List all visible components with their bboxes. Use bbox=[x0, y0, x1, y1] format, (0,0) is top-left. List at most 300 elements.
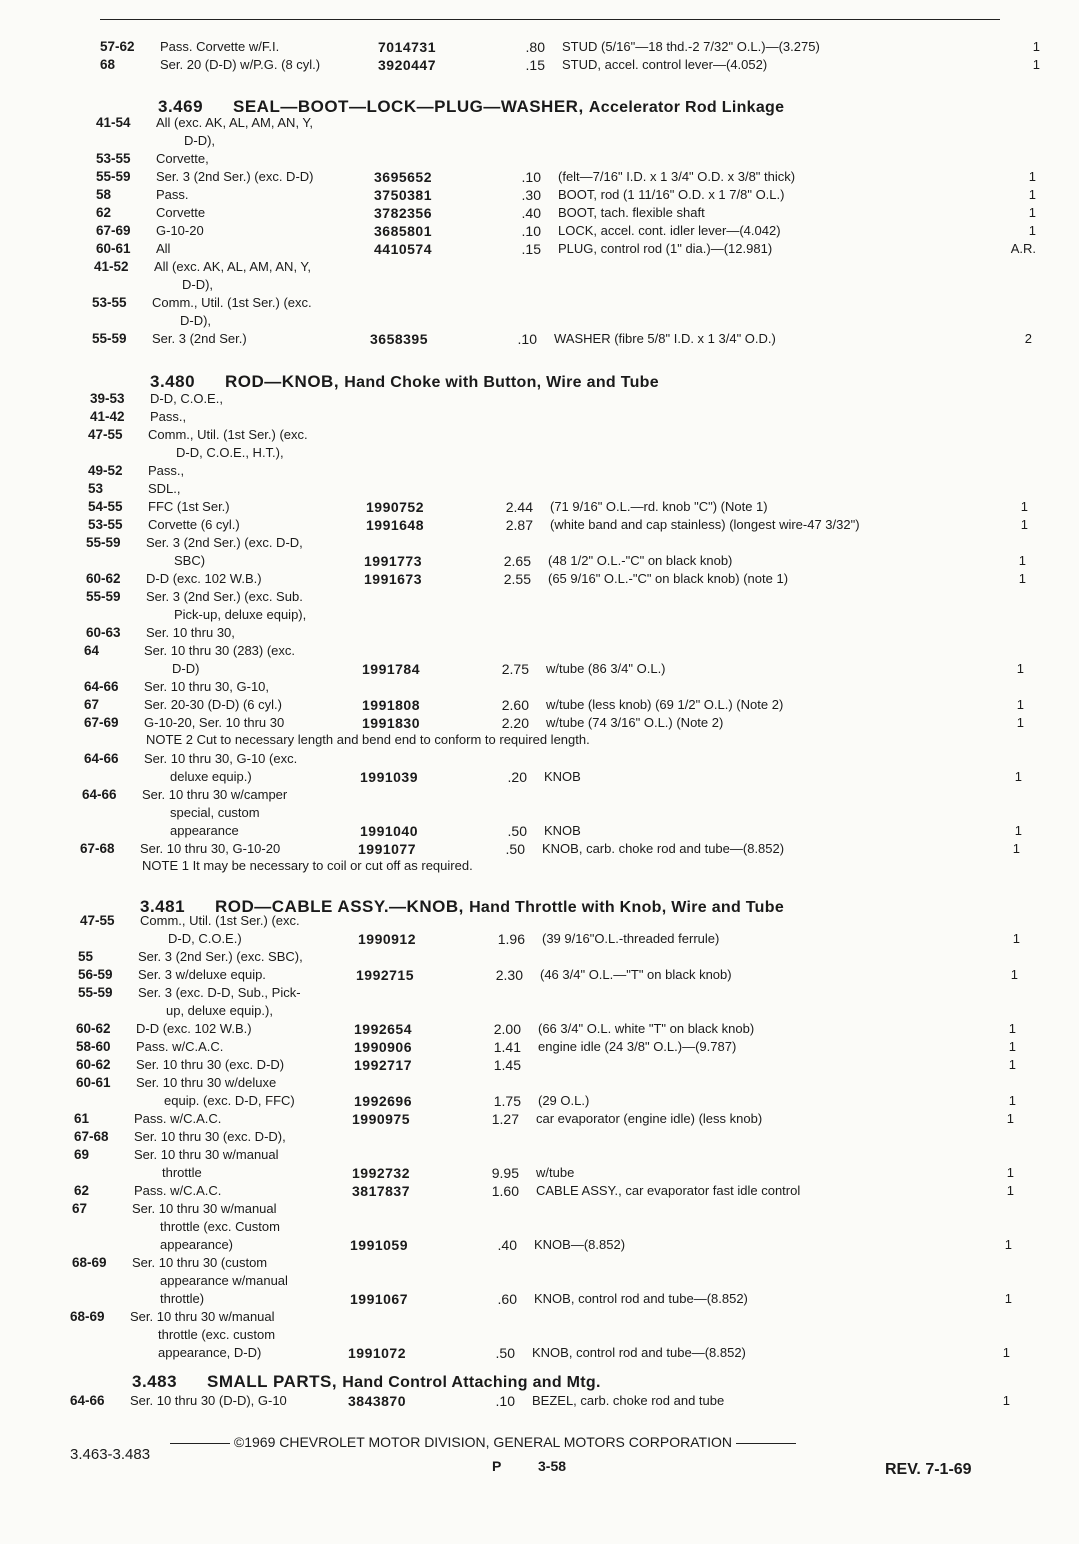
model-years: 60-62 bbox=[76, 1057, 111, 1072]
application-description: D-D, C.O.E., bbox=[150, 391, 223, 406]
list-price: .10 bbox=[495, 1393, 515, 1409]
model-years: 60-61 bbox=[76, 1075, 111, 1090]
quantity: 1 bbox=[1002, 1393, 1010, 1408]
application-description: Corvette, bbox=[156, 151, 209, 166]
catalog-row bbox=[84, 660, 1024, 678]
catalog-row bbox=[74, 1182, 1014, 1200]
list-price: .80 bbox=[525, 39, 545, 55]
list-price: .30 bbox=[521, 187, 541, 203]
application-continued: up, deluxe equip.), bbox=[166, 1003, 273, 1018]
list-price: 1.60 bbox=[491, 1183, 519, 1199]
part-number: 3750381 bbox=[374, 187, 433, 203]
application-description: Comm., Util. (1st Ser.) (exc. bbox=[148, 427, 308, 442]
section-subtitle: Accelerator Rod Linkage bbox=[588, 99, 785, 116]
part-number: 3920447 bbox=[378, 57, 437, 73]
quantity: 1 bbox=[1008, 1039, 1016, 1054]
part-number: 7014731 bbox=[378, 39, 437, 55]
list-price: 1.27 bbox=[491, 1111, 519, 1127]
section-name: SEAL—BOOT—LOCK—PLUG—WASHER, bbox=[233, 97, 584, 116]
catalog-row bbox=[72, 1254, 1010, 1272]
quantity: 1 bbox=[1028, 169, 1036, 184]
model-years: 47-55 bbox=[80, 913, 115, 928]
catalog-row bbox=[86, 624, 1010, 642]
quantity: A.R. bbox=[1010, 241, 1036, 256]
item-description: engine idle (24 3/8" O.L.)—(9.787) bbox=[538, 1039, 737, 1054]
quantity: 1 bbox=[1006, 1183, 1014, 1198]
application-continued: equip. (exc. D-D, FFC) bbox=[164, 1093, 295, 1108]
catalog-row bbox=[76, 1092, 1016, 1110]
application-continued: throttle (exc. Custom bbox=[160, 1219, 280, 1234]
list-price: .50 bbox=[505, 841, 525, 857]
list-price: 2.20 bbox=[501, 715, 529, 731]
catalog-row bbox=[88, 444, 1010, 462]
part-number: 1990975 bbox=[352, 1111, 411, 1127]
list-price: 1.41 bbox=[493, 1039, 521, 1055]
application-description: Comm., Util. (1st Ser.) (exc. bbox=[140, 913, 300, 928]
model-years: 64-66 bbox=[84, 751, 119, 766]
list-price: 2.60 bbox=[501, 697, 529, 713]
model-years: 53-55 bbox=[96, 151, 131, 166]
item-description: PLUG, control rod (1" dia.)—(12.981) bbox=[558, 241, 773, 256]
model-years: 68-69 bbox=[70, 1309, 105, 1324]
catalog-row bbox=[70, 1326, 1010, 1344]
list-price: .10 bbox=[521, 223, 541, 239]
application-description: Pass., bbox=[150, 409, 187, 424]
section-number: 3.469 bbox=[158, 97, 204, 116]
list-price: .40 bbox=[521, 205, 541, 221]
item-description: BEZEL, carb. choke rod and tube bbox=[532, 1393, 725, 1408]
catalog-row bbox=[72, 1290, 1010, 1308]
application-description: Ser. 3 w/deluxe equip. bbox=[138, 967, 266, 982]
catalog-row bbox=[86, 552, 1026, 570]
catalog-row bbox=[84, 678, 1010, 696]
catalog-row bbox=[88, 462, 1010, 480]
model-years: 61 bbox=[74, 1111, 90, 1126]
application-continued: D-D, C.O.E.) bbox=[168, 931, 242, 946]
catalog-row bbox=[96, 150, 1010, 168]
model-years: 55 bbox=[78, 949, 94, 964]
list-price: 1.45 bbox=[493, 1057, 521, 1073]
quantity: 1 bbox=[1016, 697, 1024, 712]
quantity: 1 bbox=[1014, 769, 1022, 784]
quantity: 1 bbox=[1032, 39, 1040, 54]
catalog-row bbox=[82, 804, 1010, 822]
catalog-row bbox=[72, 1272, 1010, 1290]
quantity: 1 bbox=[1028, 205, 1036, 220]
application-description: All (exc. AK, AL, AM, AN, Y, bbox=[154, 259, 312, 274]
item-description: KNOB bbox=[544, 769, 581, 784]
catalog-row bbox=[96, 186, 1036, 204]
quantity: 1 bbox=[1028, 223, 1036, 238]
catalog-row bbox=[84, 696, 1024, 714]
catalog-row bbox=[82, 786, 1010, 804]
application-description: G-10-20 bbox=[156, 223, 204, 238]
application-description: Ser. 3 (2nd Ser.) (exc. D-D) bbox=[156, 169, 314, 184]
item-description: KNOB—(8.852) bbox=[534, 1237, 626, 1252]
item-description: STUD (5/16"—18 thd.-2 7/32" O.L.)—(3.275) bbox=[562, 39, 820, 54]
catalog-row bbox=[86, 534, 1010, 552]
application-description: Ser. 10 thru 30 (D-D), G-10 bbox=[130, 1393, 287, 1408]
application-description: Pass. w/C.A.C. bbox=[134, 1183, 222, 1198]
catalog-row bbox=[96, 240, 1036, 258]
application-description: Ser. 10 thru 30 w/camper bbox=[142, 787, 288, 802]
catalog-row bbox=[94, 258, 1010, 276]
list-price: 9.95 bbox=[491, 1165, 519, 1181]
item-description: KNOB, control rod and tube—(8.852) bbox=[532, 1345, 746, 1360]
model-years: 60-63 bbox=[86, 625, 121, 640]
item-description: w/tube (less knob) (69 1/2" O.L.) (Note 2) bbox=[546, 697, 784, 712]
part-number: 1992696 bbox=[354, 1093, 413, 1109]
item-description: (46 3/4" O.L.—"T" on black knob) bbox=[540, 967, 732, 982]
model-years: 55-59 bbox=[92, 331, 127, 346]
model-years: 47-55 bbox=[88, 427, 123, 442]
application-continued: D-D), bbox=[180, 313, 212, 328]
application-description: Ser. 3 (exc. D-D, Sub., Pick- bbox=[138, 985, 301, 1000]
application-continued: SBC) bbox=[174, 553, 206, 568]
list-price: 2.65 bbox=[503, 553, 531, 569]
application-description: Ser. 10 thru 30 (exc. D-D) bbox=[136, 1057, 285, 1072]
section-name: SMALL PARTS, bbox=[207, 1372, 338, 1391]
section-subtitle: Hand Control Attaching and Mtg. bbox=[342, 1374, 601, 1391]
part-number: 1991784 bbox=[362, 661, 421, 677]
application-description: Ser. 20 (D-D) w/P.G. (8 cyl.) bbox=[160, 57, 321, 72]
list-price: .20 bbox=[507, 769, 527, 785]
model-years: 55-59 bbox=[86, 589, 121, 604]
section-number: 3.480 bbox=[150, 372, 196, 391]
catalog-row bbox=[86, 570, 1026, 588]
application-description: Ser. 10 thru 30 w/deluxe bbox=[136, 1075, 277, 1090]
quantity: 1 bbox=[1008, 1021, 1016, 1036]
model-years: 67-69 bbox=[96, 223, 131, 238]
catalog-row bbox=[96, 222, 1036, 240]
part-number: 1990906 bbox=[354, 1039, 413, 1055]
section-name: ROD—KNOB, bbox=[225, 372, 340, 391]
model-years: 64-66 bbox=[70, 1393, 105, 1408]
section-subtitle: Hand Throttle with Knob, Wire and Tube bbox=[469, 899, 785, 916]
catalog-row bbox=[78, 984, 1010, 1002]
list-price: 2.30 bbox=[495, 967, 523, 983]
application-description: Ser. 10 thru 30 (283) (exc. bbox=[144, 643, 296, 658]
application-continued: throttle (exc. custom bbox=[158, 1327, 276, 1342]
part-number: 1991830 bbox=[362, 715, 421, 731]
item-description: BOOT, rod (1 11/16" O.D. x 1 7/8" O.L.) bbox=[558, 187, 785, 202]
application-description: Pass., bbox=[148, 463, 185, 478]
application-description: Corvette (6 cyl.) bbox=[148, 517, 240, 532]
catalog-row bbox=[84, 750, 1010, 768]
quantity: 2 bbox=[1024, 331, 1032, 346]
quantity: 1 bbox=[1020, 517, 1028, 532]
quantity: 1 bbox=[1004, 1237, 1012, 1252]
application-description: Ser. 10 thru 30 (custom bbox=[132, 1255, 268, 1270]
application-description: FFC (1st Ser.) bbox=[148, 499, 230, 514]
top-rule bbox=[100, 19, 1000, 20]
part-number: 1991673 bbox=[364, 571, 423, 587]
model-years: 64 bbox=[84, 643, 100, 658]
list-price: .10 bbox=[521, 169, 541, 185]
application-continued: appearance w/manual bbox=[160, 1273, 288, 1288]
list-price: .50 bbox=[507, 823, 527, 839]
application-description: Ser. 10 thru 30, bbox=[146, 625, 235, 640]
catalog-row bbox=[90, 390, 1010, 408]
quantity: 1 bbox=[1016, 715, 1024, 730]
quantity: 1 bbox=[1028, 187, 1036, 202]
application-continued: D-D), bbox=[184, 133, 216, 148]
application-description: SDL., bbox=[148, 481, 181, 496]
item-description: CABLE ASSY., car evaporator fast idle control bbox=[536, 1183, 801, 1198]
section-heading bbox=[150, 372, 659, 392]
quantity: 1 bbox=[1032, 57, 1040, 72]
model-years: 68 bbox=[100, 57, 116, 72]
application-continued: D-D), bbox=[182, 277, 214, 292]
quantity: 1 bbox=[1006, 1165, 1014, 1180]
item-description: (felt—7/16" I.D. x 1 3/4" O.D. x 3/8" thick) bbox=[558, 169, 796, 184]
model-years: 67-69 bbox=[84, 715, 119, 730]
catalog-row bbox=[70, 1344, 1010, 1362]
application-continued: throttle bbox=[162, 1165, 202, 1180]
catalog-row bbox=[96, 114, 1010, 132]
list-price: 2.87 bbox=[505, 517, 533, 533]
application-continued: deluxe equip.) bbox=[170, 769, 252, 784]
part-number: 1991072 bbox=[348, 1345, 407, 1361]
list-price: 2.00 bbox=[493, 1021, 521, 1037]
model-years: 49-52 bbox=[88, 463, 123, 478]
item-description: w/tube (74 3/16" O.L.) (Note 2) bbox=[546, 715, 724, 730]
catalog-row bbox=[90, 408, 1010, 426]
application-description: Ser. 3 (2nd Ser.) (exc. SBC), bbox=[138, 949, 303, 964]
catalog-row bbox=[76, 1074, 1010, 1092]
catalog-row bbox=[76, 1038, 1016, 1056]
part-number: 1992654 bbox=[354, 1021, 413, 1037]
application-continued: special, custom bbox=[170, 805, 260, 820]
application-description: All bbox=[156, 241, 171, 256]
application-description: Ser. 10 thru 30 (exc. D-D), bbox=[134, 1129, 286, 1144]
application-description: Ser. 10 thru 30, G-10 (exc. bbox=[144, 751, 298, 766]
part-number: 1992732 bbox=[352, 1165, 411, 1181]
model-years: 62 bbox=[96, 205, 112, 220]
item-description: w/tube (86 3/4" O.L.) bbox=[546, 661, 666, 676]
catalog-row bbox=[100, 56, 1040, 74]
quantity: 1 bbox=[1002, 1345, 1010, 1360]
model-years: 56-59 bbox=[78, 967, 113, 982]
application-description: Corvette bbox=[156, 205, 206, 220]
application-description: G-10-20, Ser. 10 thru 30 bbox=[144, 715, 285, 730]
catalog-row bbox=[84, 714, 1024, 732]
item-description: KNOB, carb. choke rod and tube—(8.852) bbox=[542, 841, 785, 856]
application-description: Pass. w/C.A.C. bbox=[136, 1039, 224, 1054]
model-years: 53 bbox=[88, 481, 104, 496]
application-description: Ser. 10 thru 30 w/manual bbox=[132, 1201, 277, 1216]
list-price: 1.96 bbox=[497, 931, 525, 947]
footer-copyright: ©1969 CHEVROLET MOTOR DIVISION, GENERAL MOTORS CORPORATION bbox=[233, 1434, 732, 1450]
catalog-row bbox=[100, 38, 1040, 56]
part-number: 1991040 bbox=[360, 823, 419, 839]
part-number: 4410574 bbox=[374, 241, 433, 257]
part-number: 1992717 bbox=[354, 1057, 413, 1073]
application-description: All (exc. AK, AL, AM, AN, Y, bbox=[156, 115, 314, 130]
item-description: BOOT, tach. flexible shaft bbox=[558, 205, 705, 220]
footer-code: P bbox=[492, 1458, 502, 1474]
application-description: Ser. 10 thru 30 w/manual bbox=[130, 1309, 275, 1324]
application-description: Ser. 3 (2nd Ser.) (exc. D-D, bbox=[146, 535, 303, 550]
application-continued: Pick-up, deluxe equip), bbox=[174, 607, 307, 622]
catalog-row bbox=[78, 1002, 1010, 1020]
quantity: 1 bbox=[1010, 967, 1018, 982]
model-years: 64-66 bbox=[84, 679, 119, 694]
item-description: KNOB, control rod and tube—(8.852) bbox=[534, 1291, 748, 1306]
model-years: 69 bbox=[74, 1147, 90, 1162]
quantity: 1 bbox=[1020, 499, 1028, 514]
item-description: KNOB bbox=[544, 823, 581, 838]
model-years: 60-62 bbox=[76, 1021, 111, 1036]
part-number: 1991648 bbox=[366, 517, 425, 533]
item-description: w/tube bbox=[536, 1165, 575, 1180]
model-years: 58-60 bbox=[76, 1039, 111, 1054]
list-price: 2.55 bbox=[503, 571, 531, 587]
application-continued: throttle) bbox=[160, 1291, 205, 1306]
list-price: 1.75 bbox=[493, 1093, 521, 1109]
quantity: 1 bbox=[1004, 1291, 1012, 1306]
application-description: Ser. 10 thru 30, G-10-20 bbox=[140, 841, 281, 856]
list-price: .50 bbox=[495, 1345, 515, 1361]
catalog-row bbox=[92, 330, 1032, 348]
section-subtitle: Hand Choke with Button, Wire and Tube bbox=[344, 374, 659, 391]
application-continued: D-D, C.O.E., H.T.), bbox=[176, 445, 284, 460]
application-description: Ser. 10 thru 30, G-10, bbox=[144, 679, 270, 694]
catalog-row bbox=[78, 948, 1010, 966]
application-description: D-D (exc. 102 W.B.) bbox=[136, 1021, 252, 1036]
quantity: 1 bbox=[1018, 571, 1026, 586]
part-number: 1991077 bbox=[358, 841, 417, 857]
footer-rule-left bbox=[170, 1443, 230, 1444]
item-description: (white band and cap stainless) (longest wire-47 3/32") bbox=[550, 517, 860, 532]
catalog-row bbox=[72, 1218, 1010, 1236]
list-price: .10 bbox=[517, 331, 537, 347]
model-years: 67 bbox=[84, 697, 100, 712]
part-number: 1991808 bbox=[362, 697, 421, 713]
catalog-row bbox=[78, 966, 1018, 984]
quantity: 1 bbox=[1016, 661, 1024, 676]
model-years: 41-42 bbox=[90, 409, 125, 424]
application-description: Ser. 10 thru 30 w/manual bbox=[134, 1147, 279, 1162]
item-description: (71 9/16" O.L.—rd. knob "C") (Note 1) bbox=[550, 499, 768, 514]
part-number: 1991039 bbox=[360, 769, 419, 785]
catalog-row bbox=[84, 642, 1010, 660]
quantity: 1 bbox=[1012, 931, 1020, 946]
catalog-row bbox=[76, 1056, 1016, 1074]
model-years: 55-59 bbox=[96, 169, 131, 184]
application-description: Pass. w/C.A.C. bbox=[134, 1111, 222, 1126]
catalog-note: NOTE 1 It may be necessary to coil or cut off as required. bbox=[142, 858, 473, 873]
model-years: 55-59 bbox=[78, 985, 113, 1000]
catalog-row bbox=[88, 498, 1028, 516]
footer-range: 3.463-3.483 bbox=[70, 1446, 151, 1463]
list-price: 2.75 bbox=[501, 661, 529, 677]
catalog-row bbox=[82, 768, 1022, 786]
model-years: 68-69 bbox=[72, 1255, 107, 1270]
section-number: 3.481 bbox=[140, 897, 186, 916]
quantity: 1 bbox=[1006, 1111, 1014, 1126]
item-description: (29 O.L.) bbox=[538, 1093, 590, 1108]
catalog-row bbox=[96, 204, 1036, 222]
model-years: 67 bbox=[72, 1201, 88, 1216]
part-number: 1990912 bbox=[358, 931, 417, 947]
model-years: 39-53 bbox=[90, 391, 125, 406]
catalog-row bbox=[88, 480, 1010, 498]
application-continued: appearance bbox=[170, 823, 239, 838]
catalog-row bbox=[96, 132, 1010, 150]
catalog-row bbox=[70, 1308, 1010, 1326]
catalog-row bbox=[96, 168, 1036, 186]
model-years: 53-55 bbox=[88, 517, 123, 532]
catalog-row bbox=[88, 426, 1010, 444]
application-description: Pass. bbox=[156, 187, 189, 202]
catalog-row bbox=[80, 912, 1010, 930]
item-description: (65 9/16" O.L.-"C" on black knob) (note 1) bbox=[548, 571, 789, 586]
part-number: 1991067 bbox=[350, 1291, 409, 1307]
application-description: Ser. 3 (2nd Ser.) (exc. Sub. bbox=[146, 589, 303, 604]
list-price: .40 bbox=[497, 1237, 517, 1253]
model-years: 57-62 bbox=[100, 39, 135, 54]
application-continued: D-D) bbox=[172, 661, 200, 676]
model-years: 67-68 bbox=[80, 841, 115, 856]
model-years: 58 bbox=[96, 187, 112, 202]
application-description: Ser. 20-30 (D-D) (6 cyl.) bbox=[144, 697, 282, 712]
item-description: car evaporator (engine idle) (less knob) bbox=[536, 1111, 763, 1126]
list-price: .15 bbox=[521, 241, 541, 257]
part-number: 1990752 bbox=[366, 499, 425, 515]
catalog-note: NOTE 2 Cut to necessary length and bend end to conform to required length. bbox=[146, 732, 590, 747]
catalog-row bbox=[72, 1236, 1010, 1254]
catalog-row bbox=[74, 1146, 1010, 1164]
catalog-row bbox=[86, 588, 1010, 606]
quantity: 1 bbox=[1012, 841, 1020, 856]
model-years: 55-59 bbox=[86, 535, 121, 550]
model-years: 41-54 bbox=[96, 115, 131, 130]
part-number: 3843870 bbox=[348, 1393, 407, 1409]
model-years: 54-55 bbox=[88, 499, 123, 514]
part-number: 3782356 bbox=[374, 205, 433, 221]
part-number: 3658395 bbox=[370, 331, 429, 347]
catalog-row bbox=[94, 276, 1010, 294]
model-years: 64-66 bbox=[82, 787, 117, 802]
item-description: LOCK, accel. cont. idler lever—(4.042) bbox=[558, 223, 781, 238]
part-number: 1991059 bbox=[350, 1237, 409, 1253]
catalog-row bbox=[74, 1110, 1014, 1128]
section-name: ROD—CABLE ASSY.—KNOB, bbox=[215, 897, 464, 916]
item-description: (66 3/4" O.L. white "T" on black knob) bbox=[538, 1021, 755, 1036]
application-description: D-D (exc. 102 W.B.) bbox=[146, 571, 262, 586]
item-description: (48 1/2" O.L.-"C" on black knob) bbox=[548, 553, 733, 568]
catalog-row bbox=[88, 516, 1028, 534]
application-continued: appearance) bbox=[160, 1237, 233, 1252]
part-number: 1992715 bbox=[356, 967, 415, 983]
quantity: 1 bbox=[1018, 553, 1026, 568]
catalog-row bbox=[70, 1392, 1010, 1410]
model-years: 60-61 bbox=[96, 241, 131, 256]
list-price: .15 bbox=[525, 57, 545, 73]
footer-copyright-line bbox=[170, 1434, 796, 1450]
quantity: 1 bbox=[1014, 823, 1022, 838]
catalog-row bbox=[76, 1020, 1016, 1038]
model-years: 62 bbox=[74, 1183, 90, 1198]
part-number: 1991773 bbox=[364, 553, 423, 569]
section-heading bbox=[132, 1372, 601, 1392]
item-description: WASHER (fibre 5/8" I.D. x 1 3/4" O.D.) bbox=[554, 331, 776, 346]
item-description: (39 9/16"O.L.-threaded ferrule) bbox=[542, 931, 720, 946]
catalog-row bbox=[82, 822, 1022, 840]
part-number: 3685801 bbox=[374, 223, 433, 239]
catalog-row bbox=[72, 1200, 1010, 1218]
